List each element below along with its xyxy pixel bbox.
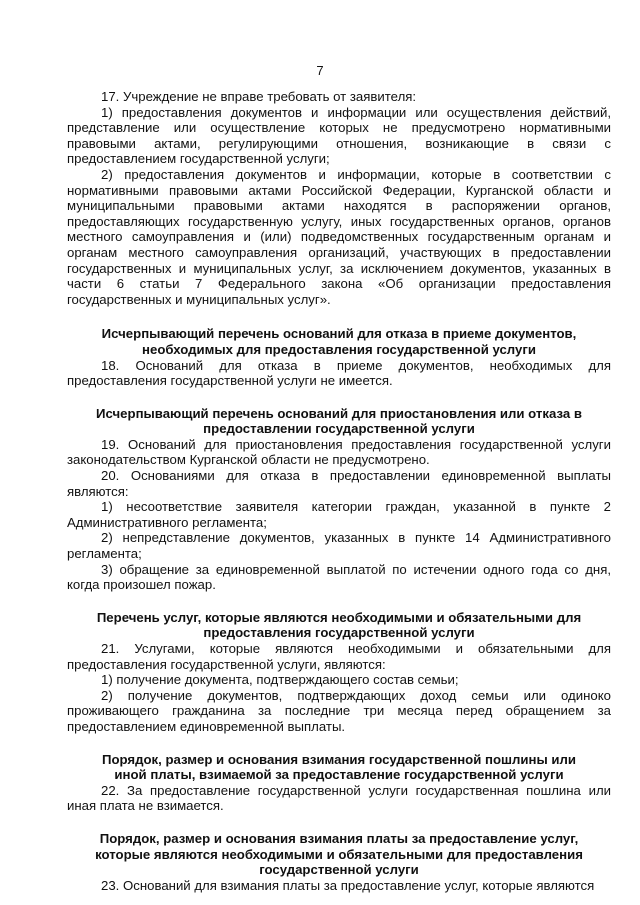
paragraph-17-item-2: 2) предоставления документов и информации, которые в соответствии с нормативными правовыми актами Российской Федерации, Курганской области и муниципальными правовыми актами находятся в распоряжении органов, предоставляющих государственную услугу, иных государственных органов, органов местного самоуправления и (или) подведомственных государственным органам и органам местного самоуправления организаций, участвующих в предоставлении государственных и муниципальных услуг, за исключением документов, указанных в части 6 статьи 7 Федерального закона «Об организации предоставления государственных и муниципальных услуг».	[67, 166, 611, 307]
section-heading-state-fee: Порядок, размер и основания взимания государственной пошлины или иной платы, взимаемой за предоставление государственной услуги	[102, 751, 576, 783]
section-heading-refusal-documents: Исчерпывающий перечень оснований для отказа в приеме документов, необходимых для предоставления государственной услуги	[101, 326, 577, 357]
spacer	[67, 389, 611, 406]
paragraph-20: 20. Основаниями для отказа в предоставлении единовременной выплаты являются:	[67, 468, 611, 499]
spacer	[67, 593, 611, 610]
page-number: 7	[316, 63, 324, 78]
paragraph-23: 23. Оснований для взимания платы за предоставление услуг, которые являются	[101, 877, 595, 893]
page-content	[67, 89, 611, 893]
paragraph-19: 19. Оснований для приостановления предоставления государственной услуги законодательством Курганской области не предусмотрено.	[67, 436, 611, 468]
paragraph-21: 21. Услугами, которые являются необходимыми и обязательными для предоставления государственной услуги, являются:	[67, 641, 611, 672]
paragraph-20-item-2: 2) непредставление документов, указанных в пункте 14 Административного регламента;	[67, 530, 611, 562]
spacer	[67, 307, 611, 326]
paragraph-20-item-1: 1) несоответствие заявителя категории граждан, указанной в пункте 2 Административного регламента;	[67, 499, 611, 530]
spacer	[67, 814, 611, 831]
paragraph-18: 18. Оснований для отказа в приеме документов, необходимых для предоставления государственной услуги не имеется.	[67, 357, 611, 389]
section-heading-fee-for-services: Порядок, размер и основания взимания платы за предоставление услуг, которые являются необходимыми и обязательными для предоставления государственной услуги	[95, 830, 583, 878]
paragraph-20-item-3: 3) обращение за единовременной выплатой по истечении одного года со дня, когда произошел пожар.	[67, 561, 611, 593]
paragraph-21-item-1: 1) получение документа, подтверждающего состав семьи;	[101, 672, 459, 688]
paragraph-21-item-2: 2) получение документов, подтверждающих доход семьи или одиноко проживающего гражданина за последние три месяца перед обращением за предоставлением единовременной выплаты.	[67, 687, 611, 734]
spacer	[67, 735, 611, 752]
paragraph-17-intro: 17. Учреждение не вправе требовать от заявителя:	[101, 89, 417, 104]
paragraph-17-item-1: 1) предоставления документов и информации или осуществления действий, представление или осуществление которых не предусмотрено нормативными правовыми актами, регулирующими отношения, возникающие в связи с предоставлением государственной услуги;	[67, 104, 611, 167]
section-heading-suspension-refusal: Исчерпывающий перечень оснований для приостановления или отказа в предоставлении государственной услуги	[96, 405, 582, 437]
paragraph-22: 22. За предоставление государственной услуги государственная пошлина или иная плата не взимается.	[67, 782, 611, 814]
section-heading-required-services: Перечень услуг, которые являются необходимыми и обязательными для предоставления государственной услуги	[96, 609, 582, 641]
